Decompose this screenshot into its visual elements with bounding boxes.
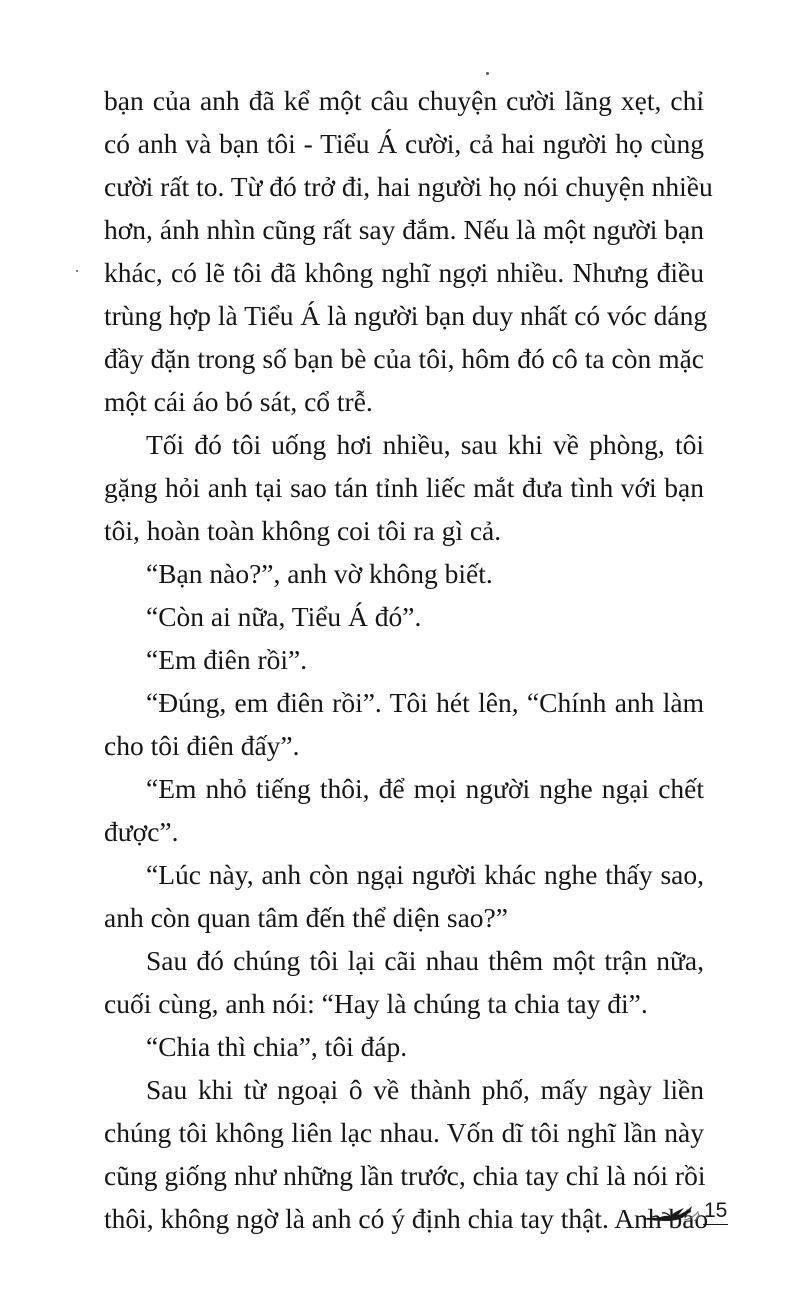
text-line: “Đúng, em điên rồi”. Tôi hét lên, “Chính anh làm	[146, 687, 704, 718]
text-line: cuối cùng, anh nói: “Hay là chúng ta chia tay đi”.	[104, 988, 648, 1019]
text-line: Sau đó chúng tôi lại cãi nhau thêm một trận nữa,	[146, 945, 704, 976]
text-line: “Chia thì chia”, tôi đáp.	[146, 1031, 408, 1062]
text-line: anh còn quan tâm đến thể diện sao?”	[104, 902, 508, 933]
text-line: cũng giống như những lần trước, chia tay chỉ là nói rồi	[104, 1160, 706, 1191]
text-line: “Lúc này, anh còn ngại người khác nghe thấy sao,	[146, 859, 704, 890]
text-line: thôi, không ngờ là anh có ý định chia tay thật. Anh bảo	[104, 1203, 709, 1234]
text-line: Sau khi từ ngoại ô về thành phố, mấy ngày liền	[146, 1074, 704, 1105]
paper-speck	[76, 270, 78, 272]
text-line: “Em nhỏ tiếng thôi, để mọi người nghe ngại chết	[146, 773, 704, 804]
text-line: đầy đặn trong số bạn bè của tôi, hôm đó cô ta còn mặc	[104, 343, 704, 374]
text-line: một cái áo bó sát, cổ trễ.	[104, 386, 373, 417]
paper-speck	[486, 72, 489, 75]
text-line: gặng hỏi anh tại sao tán tỉnh liếc mắt đưa tình với bạn	[104, 472, 704, 503]
text-line: “Còn ai nữa, Tiểu Á đó”.	[146, 601, 422, 632]
text-line: khác, có lẽ tôi đã không nghĩ ngợi nhiều. Nhưng điều	[104, 257, 704, 288]
text-line: cười rất to. Từ đó trở đi, hai người họ nói chuyện nhiều	[104, 171, 713, 202]
text-line: bạn của anh đã kể một câu chuyện cười lãng xẹt, chỉ	[104, 85, 704, 116]
text-line: có anh và bạn tôi - Tiểu Á cười, cả hai người họ cùng	[104, 128, 704, 159]
text-line: Tối đó tôi uống hơi nhiều, sau khi về phòng, tôi	[146, 429, 704, 460]
text-line: “Bạn nào?”, anh vờ không biết.	[146, 558, 493, 589]
text-line: trùng hợp là Tiểu Á là người bạn duy nhất có vóc dáng	[104, 300, 708, 331]
text-line: hơn, ánh nhìn cũng rất say đắm. Nếu là một người bạn	[104, 214, 704, 245]
text-line: được”.	[104, 816, 179, 847]
bird-ornament-icon	[640, 1202, 702, 1224]
text-line: “Em điên rồi”.	[146, 644, 308, 675]
page-number: 15	[703, 1198, 728, 1225]
body-text	[104, 79, 713, 1240]
text-line: chúng tôi không liên lạc nhau. Vốn dĩ tôi nghĩ lần này	[104, 1117, 704, 1148]
text-line: cho tôi điên đấy”.	[104, 730, 300, 761]
text-line: tôi, hoàn toàn không coi tôi ra gì cả.	[104, 515, 502, 546]
page-footer	[640, 1198, 730, 1228]
